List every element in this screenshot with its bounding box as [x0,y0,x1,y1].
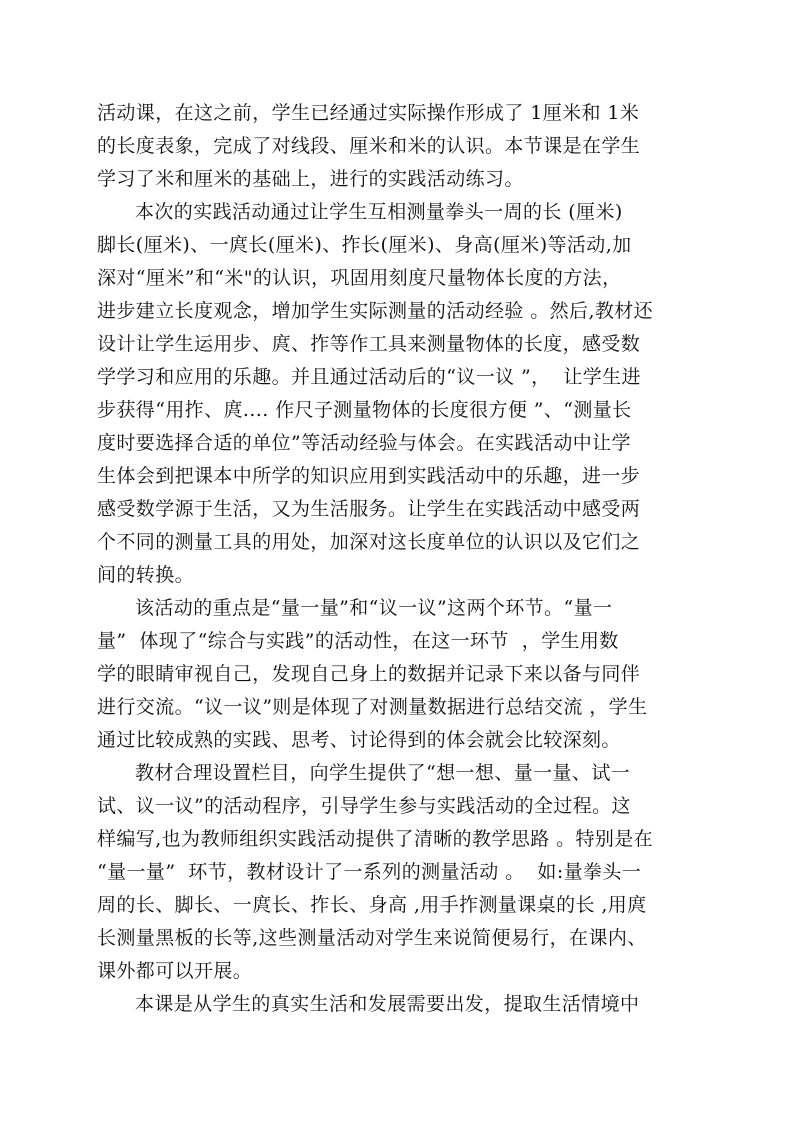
text-line: 设计让学生运用步、庹、拃等作工具来测量物体的长度，感受数 [97,333,641,355]
text-line: 量” 体现了“综合与实践”的活动性，在这一环节 ，学生用数 [97,630,619,652]
text-line: 个不同的测量工具的用处，加深对这长度单位的认识以及它们之 [97,531,641,553]
text-line: 试、议一议”的活动程序，引导学生参与实践活动的全过程。这 [97,795,631,817]
text-line: 长测量黑板的长等,这些测量活动对学生来说简便易行，在课内、 [97,927,647,949]
text-line: 课外都可以开展。 [97,960,253,982]
text-line: 的长度表象，完成了对线段、厘米和米的认识。本节课是在学生 [97,135,641,157]
paragraph-start-line: 本次的实践活动通过让学生互相测量拳头一周的长 (厘米) [135,201,623,223]
text-line: 活动课，在这之前，学生已经通过实际操作形成了 1厘米和 1米 [97,102,640,124]
text-line: 度时要选择合适的单位”等活动经验与体会。在实践活动中让学 [97,432,631,454]
paragraph-start-line: 本课是从学生的真实生活和发展需要出发，提取生活情境中 [135,993,640,1015]
text-line: “量一量” 环节，教材设计了一系列的测量活动 。 如:量拳头一 [97,861,642,883]
paragraph-start-line: 教材合理设置栏目，向学生提供了“想一想、量一量、试一 [135,762,631,784]
text-line: 学的眼睛审视自己，发现自己身上的数据并记录下来以备与同伴 [97,663,641,685]
text-line: 学习了米和厘米的基础上，进行的实践活动练习。 [97,168,524,190]
text-line: 间的转换。 [97,564,195,586]
text-line: 进步建立长度观念，增加学生实际测量的活动经验 。然后,教材还 [97,300,654,322]
text-line: 学学习和应用的乐趣。并且通过活动后的“议一议 ”， 让学生进 [97,366,641,388]
text-line: 通过比较成熟的实践、思考、讨论得到的体会就会比较深刻。 [97,729,621,751]
text-line: 生体会到把课本中所学的知识应用到实践活动中的乐趣，进一步 [97,465,641,487]
text-line: 脚长(厘米)、一庹长(厘米)、拃长(厘米)、身高(厘米)等活动,加 [97,234,632,256]
text-line: 样编写,也为教师组织实践活动提供了清晰的教学思路 。特别是在 [97,828,654,850]
text-line: 步获得“用拃、庹.... 作尺子测量物体的长度很方便 ”、“测量长 [97,399,632,421]
text-line: 周的长、脚长、一庹长、拃长、身高 ,用手拃测量课桌的长 ,用庹 [97,894,647,916]
text-line: 进行交流。“议一议”则是体现了对测量数据进行总结交流 ，学生 [97,696,648,718]
paragraph-start-line: 该活动的重点是“量一量”和“议一议”这两个环节。“量一 [135,597,613,619]
text-line: 深对“厘米”和“米"的认识，巩固用刻度尺量物体长度的方法， [97,267,622,289]
text-line: 感受数学源于生活，又为生活服务。让学生在实践活动中感受两 [97,498,641,520]
